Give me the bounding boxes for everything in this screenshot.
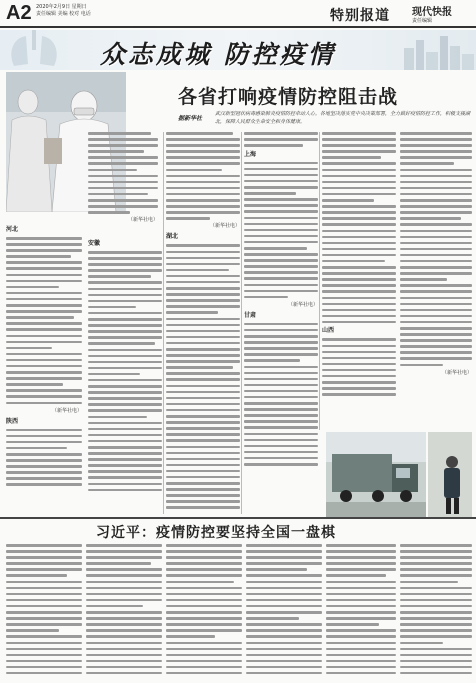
photo-supply-trucks: [326, 432, 426, 517]
lead-paragraph: 武汉新型冠状病毒感染肺炎疫情防控牵动人心。各地坚决落实党中央决策部署，全力做好疫情防控工作，积极支援湖北，保障人民群众生命安全和身体健康。: [215, 111, 471, 125]
column-rule: [163, 132, 164, 514]
column-signature: （新华社电）: [51, 407, 82, 414]
text-column-1: [6, 222, 82, 514]
text-column-0: [88, 132, 158, 230]
text-column-3: [166, 132, 240, 514]
subhead-shaanxi: 陕西: [6, 417, 19, 425]
subhead-gansu: 甘肃: [244, 311, 257, 319]
text-column-6: [400, 132, 472, 430]
header-editor: 责任编辑: [412, 18, 433, 24]
bottom-column-5: [326, 544, 396, 680]
bottom-column-3: [166, 544, 242, 680]
subhead-shanghai: 上海: [244, 150, 257, 158]
text-column-2: [88, 236, 162, 514]
header-date: 2020年2月9日 星期日: [36, 4, 87, 10]
column-signature: （新华社电）: [287, 301, 318, 308]
page-header: [0, 0, 476, 28]
photo-worker: [428, 432, 472, 517]
column-rule: [241, 132, 242, 514]
paper-name: 现代快报: [412, 7, 452, 18]
column-rule: [319, 132, 320, 430]
subhead-anhui: 安徽: [88, 240, 101, 247]
byline: 据新华社: [178, 115, 203, 122]
lung-decoration-icon: [4, 30, 64, 70]
section-divider: [0, 517, 476, 519]
subhead-hebei: 河北: [6, 226, 19, 233]
column-signature: （新华社电）: [441, 369, 472, 376]
column-signature: （新华社电）: [127, 217, 158, 224]
bottom-column-6: [400, 544, 472, 680]
bottom-column-4: [246, 544, 322, 680]
header-meta: [36, 4, 91, 18]
page-number: A2: [6, 2, 32, 24]
bottom-column-2: [86, 544, 162, 680]
main-headline: 各省打响疫情防控阻击战: [178, 86, 399, 108]
header-editors: 责任编辑 美编 校对 电话: [36, 11, 91, 17]
subhead-shanxi: 山西: [322, 327, 335, 335]
city-skyline-icon: [400, 30, 476, 70]
banner: [0, 30, 476, 70]
bottom-headline: 习近平：疫情防控要坚持全国一盘棋: [96, 525, 336, 541]
banner-title: 众志成城 防控疫情: [100, 40, 336, 69]
text-column-4: [244, 132, 318, 514]
column-signature: （新华社电）: [209, 223, 240, 230]
section-title: 特别报道: [330, 8, 390, 24]
bottom-column-1: [6, 544, 82, 680]
text-column-5: [322, 132, 396, 430]
subhead-hubei: 湖北: [166, 233, 179, 241]
